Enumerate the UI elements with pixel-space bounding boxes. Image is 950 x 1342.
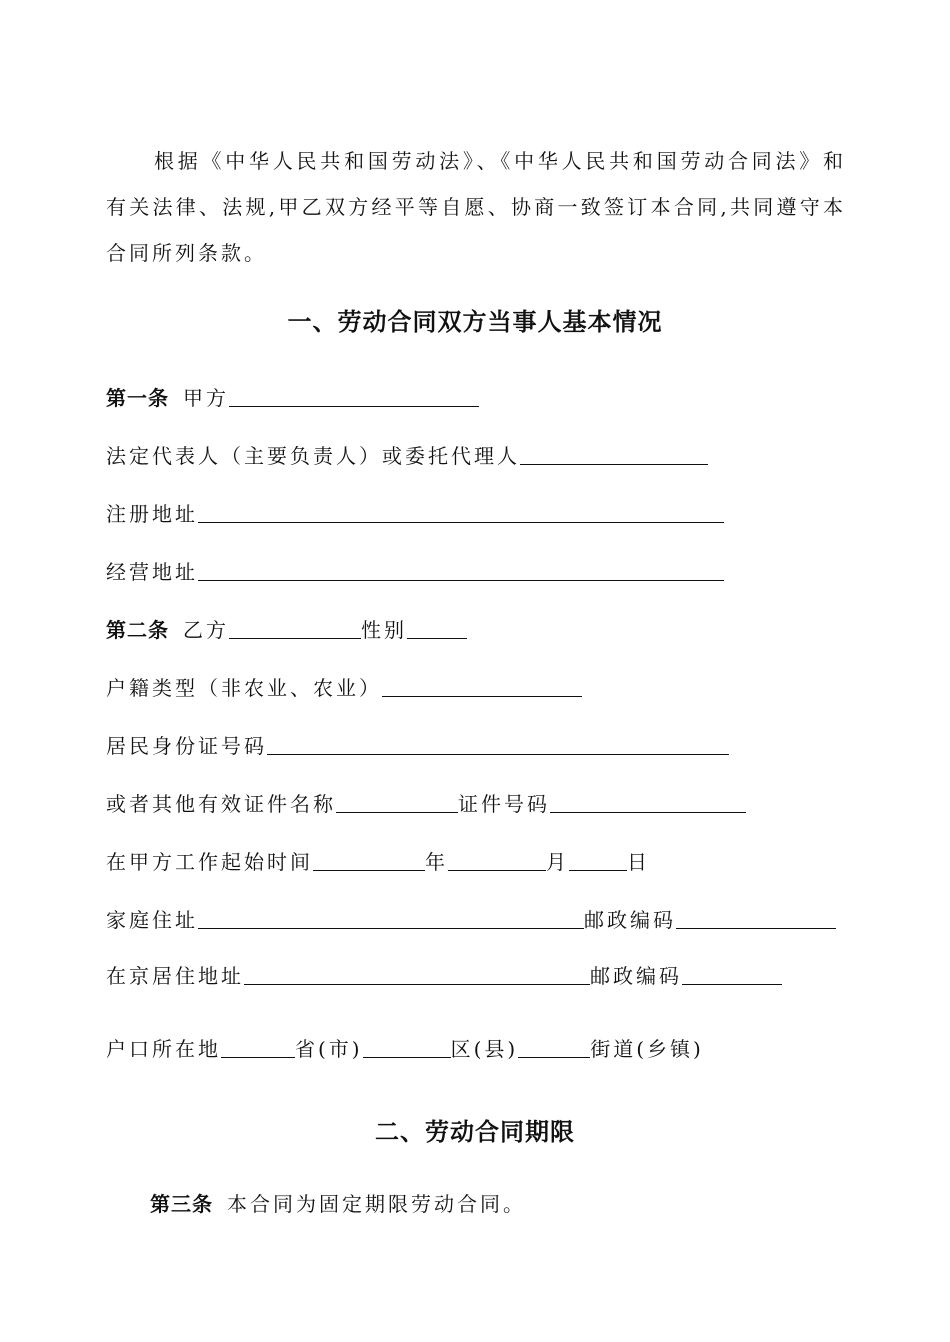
biz-addr-label: 经营地址 (106, 560, 198, 584)
article3-row (150, 1189, 526, 1219)
legal-rep-row (106, 441, 708, 471)
hukou-row (106, 1034, 704, 1064)
home-postcode-blank[interactable] (676, 906, 836, 929)
district-label: 区(县) (450, 1037, 519, 1061)
bj-postcode-blank[interactable] (682, 962, 782, 985)
article1-row (106, 383, 479, 413)
reg-addr-row (106, 499, 724, 529)
hukou-label: 户口所在地 (106, 1037, 221, 1061)
party-b-blank[interactable] (229, 616, 361, 639)
day-label: 日 (627, 850, 650, 874)
legal-rep-label: 法定代表人（主要负责人）或委托代理人 (106, 444, 520, 468)
start-year-blank[interactable] (313, 848, 425, 871)
province-label: 省(市) (295, 1037, 363, 1061)
start-time-row (106, 847, 650, 877)
home-addr-row (106, 905, 836, 935)
id-number-label: 居民身份证号码 (106, 734, 267, 758)
year-label: 年 (425, 850, 448, 874)
legal-rep-blank[interactable] (520, 442, 708, 465)
bj-postcode-label: 邮政编码 (590, 964, 682, 988)
home-addr-label: 家庭住址 (106, 908, 198, 932)
biz-addr-blank[interactable] (198, 558, 724, 581)
household-type-blank[interactable] (382, 674, 582, 697)
article2-row (106, 615, 467, 645)
id-number-row (106, 731, 729, 761)
intro-paragraph: 根据《中华人民共和国劳动法》、《中华人民共和国劳动合同法》和有关法律、法规,甲乙双方经平等自愿、协商一致签订本合同,共同遵守本合同所列条款。 (106, 149, 846, 265)
other-id-number-label: 证件号码 (458, 792, 550, 816)
street-label: 街道(乡镇) (590, 1037, 704, 1061)
section1-heading: 一、劳动合同双方当事人基本情况 (287, 308, 663, 336)
hukou-district-blank[interactable] (363, 1035, 451, 1058)
article2-label: 第二条 (106, 618, 169, 642)
article1-label: 第一条 (106, 386, 169, 410)
hukou-province-blank[interactable] (221, 1035, 295, 1058)
article3-text: 本合同为固定期限劳动合同。 (227, 1192, 526, 1216)
start-month-blank[interactable] (448, 848, 546, 871)
hukou-street-blank[interactable] (518, 1035, 590, 1058)
bj-addr-blank[interactable] (244, 962, 590, 985)
start-time-label: 在甲方工作起始时间 (106, 850, 313, 874)
start-day-blank[interactable] (569, 848, 627, 871)
bj-addr-label: 在京居住地址 (106, 964, 244, 988)
party-a-label: 甲方 (183, 386, 229, 410)
reg-addr-label: 注册地址 (106, 502, 198, 526)
home-postcode-label: 邮政编码 (584, 908, 676, 932)
other-id-name-label: 或者其他有效证件名称 (106, 792, 336, 816)
bj-addr-row (106, 961, 782, 991)
id-number-blank[interactable] (267, 732, 729, 755)
party-a-blank[interactable] (229, 384, 479, 407)
household-type-row (106, 673, 582, 703)
month-label: 月 (546, 850, 569, 874)
article3-label: 第三条 (150, 1192, 213, 1216)
other-id-number-blank[interactable] (550, 790, 746, 813)
party-b-label: 乙方 (183, 618, 229, 642)
section2-heading: 二、劳动合同期限 (375, 1118, 575, 1146)
gender-label: 性别 (361, 618, 407, 642)
biz-addr-row (106, 557, 724, 587)
reg-addr-blank[interactable] (198, 500, 724, 523)
household-type-label: 户籍类型（非农业、农业） (106, 676, 382, 700)
home-addr-blank[interactable] (198, 906, 584, 929)
other-id-row (106, 789, 746, 819)
gender-blank[interactable] (407, 616, 467, 639)
other-id-name-blank[interactable] (336, 790, 458, 813)
